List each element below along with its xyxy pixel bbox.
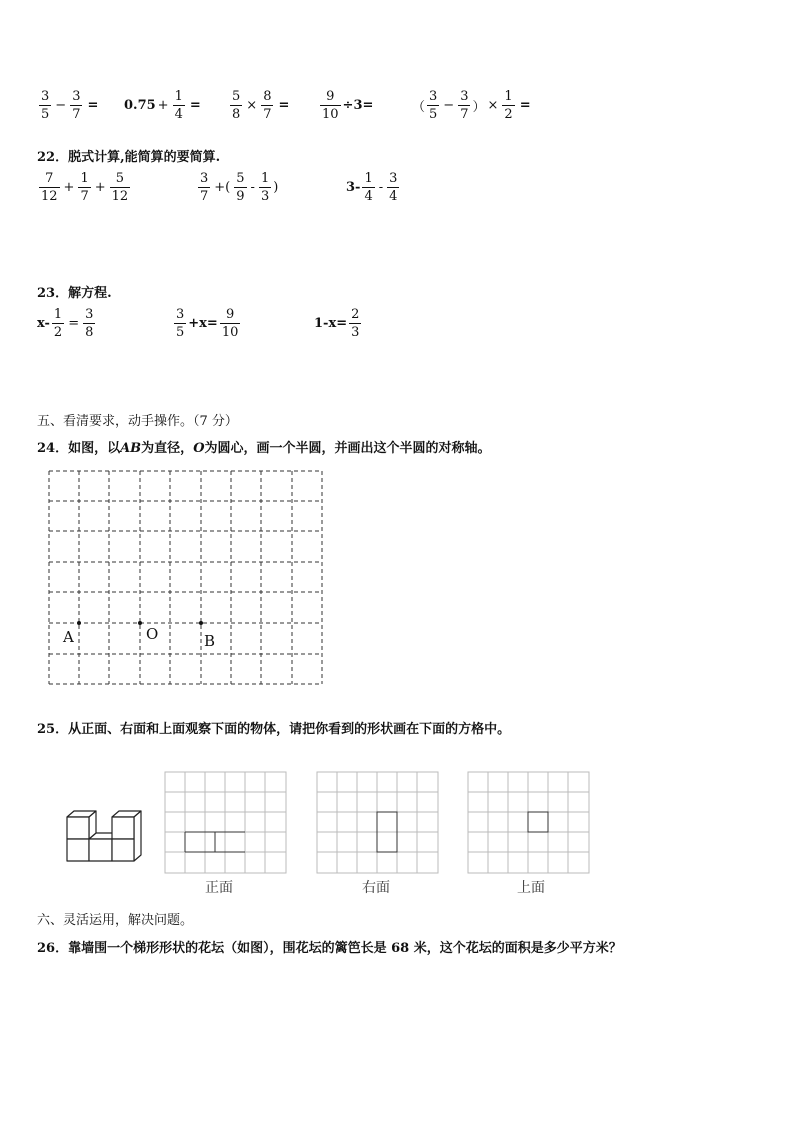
fraction: $\frac{3}{5}$	[176, 307, 185, 340]
fraction: $\frac{2}{3}$	[351, 307, 360, 340]
fraction: $\frac{9}{10}$	[221, 307, 239, 340]
q24-title: 24．如图，以AB为直径，O为圆心，画一个半圆，并画出这个半圆的对称轴。	[37, 441, 491, 456]
q22-expr-1: $\frac{7}{12}$ + $\frac{1}{7}$ + $\frac{5}{12}$	[41, 171, 129, 204]
fraction: $\frac{1}{4}$	[364, 171, 373, 204]
q24-dashed-grid[interactable]	[48, 470, 324, 688]
caption-right: 右面	[362, 880, 390, 896]
calc-expr-3: $\frac{5}{8}$ × $\frac{8}{7}$ =	[232, 89, 290, 122]
label-o: O	[146, 625, 159, 643]
fraction: $\frac{9}{10}$	[322, 89, 339, 122]
front-view-grid[interactable]	[164, 771, 288, 875]
fraction: $\frac{1}{4}$	[174, 89, 183, 122]
fraction: $\frac{1}{7}$	[80, 171, 89, 204]
q23-equation-2: $\frac{3}{5}$ +x= $\frac{9}{10}$	[176, 307, 239, 340]
q22-expr-3: 3- $\frac{1}{4}$ - $\frac{3}{4}$	[346, 171, 398, 204]
point-o	[138, 621, 142, 625]
point-a	[77, 621, 81, 625]
fraction: $\frac{3}{8}$	[85, 307, 94, 340]
fraction: $\frac{3}{7}$	[200, 171, 209, 204]
caption-top: 上面	[517, 880, 545, 896]
q23-title: 23．解方程.	[37, 286, 112, 301]
calc-expr-2: 0.75 + $\frac{1}{4}$ =	[124, 89, 201, 122]
section-5-title: 五、看清要求，动手操作。（7 分）	[37, 414, 238, 429]
q22-expr-2: $\frac{3}{7}$ +( $\frac{5}{9}$ - $\frac{1}{3}$ )	[200, 171, 279, 204]
fraction: $\frac{5}{9}$	[236, 171, 245, 204]
calc-expr-4: $\frac{9}{10}$ ÷3=	[322, 89, 374, 122]
fraction: $\frac{3}{5}$	[429, 89, 438, 122]
fraction: $\frac{5}{12}$	[111, 171, 129, 204]
calc-expr-5: （ $\frac{3}{5}$ − $\frac{3}{7}$ ） × $\frac{1}{2}$ =	[412, 89, 531, 122]
fraction: $\frac{8}{7}$	[263, 89, 272, 122]
q23-equation-1: x- $\frac{1}{2}$ = $\frac{3}{8}$	[37, 307, 94, 340]
section-6-title: 六、灵活运用，解决问题。	[37, 913, 194, 928]
cube-figure	[64, 808, 144, 862]
q26-title: 26．靠墙围一个梯形形状的花坛（如图），围花坛的篱笆长是 68 米，这个花坛的面积是多少平方米？	[37, 941, 622, 956]
fraction: $\frac{3}{5}$	[41, 89, 50, 122]
label-b: B	[204, 632, 216, 650]
q25-title: 25．从正面、右面和上面观察下面的物体，请把你看到的形状画在下面的方格中。	[37, 722, 511, 737]
fraction: $\frac{5}{8}$	[232, 89, 241, 122]
right-view-grid[interactable]	[316, 771, 440, 875]
fraction: $\frac{1}{2}$	[53, 307, 63, 340]
q22-title: 22．脱式计算,能简算的要简算.	[37, 150, 221, 165]
point-b	[199, 621, 203, 625]
top-view-grid[interactable]	[467, 771, 591, 875]
calc-expr-1: $\frac{3}{5}$ − $\frac{3}{7}$ =	[41, 89, 99, 122]
fraction: $\frac{3}{4}$	[389, 171, 398, 204]
caption-front: 正面	[205, 880, 233, 896]
fraction: $\frac{3}{7}$	[460, 89, 469, 122]
fraction: $\frac{1}{3}$	[260, 171, 270, 204]
label-a: A	[63, 628, 74, 646]
q23-equation-3: 1-x= $\frac{2}{3}$	[314, 307, 360, 340]
fraction: $\frac{3}{7}$	[72, 89, 81, 122]
fraction: $\frac{7}{12}$	[41, 171, 58, 204]
fraction: $\frac{1}{2}$	[504, 89, 513, 122]
